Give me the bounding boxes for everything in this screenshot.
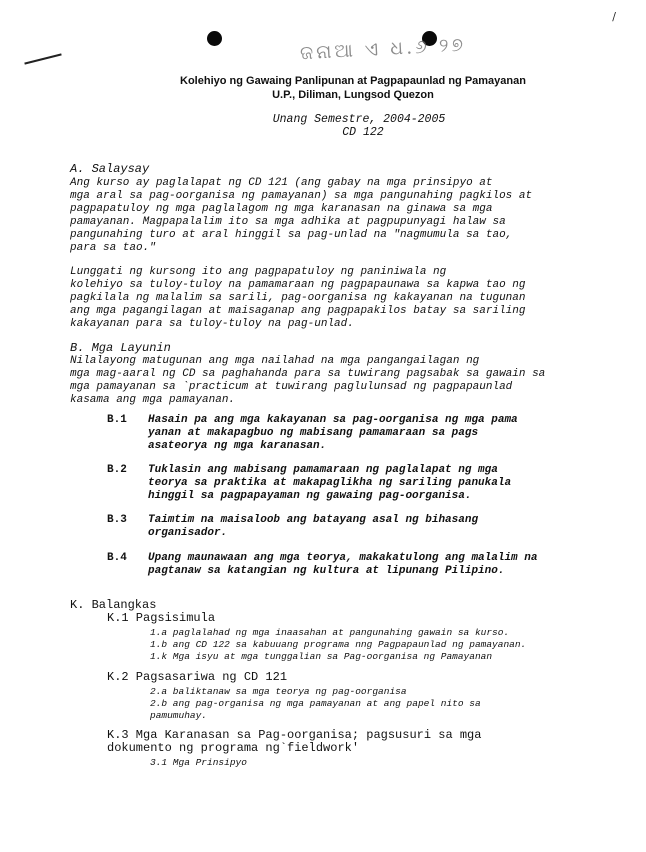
k1-item-1b: 1.b ang CD 122 sa kabuuang programa nng Pagpapaunlad ng pamayanan. [150, 639, 527, 650]
k3-title-line1: K.3 Mga Karanasan sa Pag-oorganisa; pagsusuri sa mga [107, 728, 482, 742]
college-name: Kolehiyo ng Gawaing Panlipunan at Pagpapaunlad ng Pamayanan [180, 75, 526, 87]
section-k-heading: K. Balangkas [70, 598, 157, 612]
received-stamp: ଜନାଆ ଏ ଧ.୬ ୨୭ [299, 33, 467, 65]
k1-item-1a: 1.a paglalahad ng mga inaasahan at pangunahing gawain sa kurso. [150, 627, 510, 638]
section-a-para2-line4: ang mga pagangilagan at maisaganap ang pagpapakilos batay sa sariling [70, 305, 526, 317]
objective-b3-line1: Taimtim na maisaloob ang batayang asal ng bihasang [148, 514, 479, 526]
objective-b4-line1: Upang maunawaan ang mga teorya, makakatulong ang malalim na [148, 552, 538, 564]
k3-title-line2: dokumento ng programa ng`fieldwork' [107, 741, 360, 755]
objective-b3-number: B.3 [107, 514, 127, 526]
section-a-para1-line1: Ang kurso ay paglalapat ng CD 121 (ang gabay na mga prinsipyo at [70, 177, 493, 189]
section-b-intro-line4: kasama ang mga pamayanan. [70, 394, 236, 406]
k3-item-3-1: 3.1 Mga Prinsipyo [150, 757, 247, 768]
campus-location: U.P., Diliman, Lungsod Quezon [272, 89, 434, 101]
k1-title: K.1 Pagsisimula [107, 611, 216, 625]
semester-line: Unang Semestre, 2004-2005 [272, 113, 446, 126]
objective-b1-line1: Hasain pa ang mga kakayanan sa pag-oorganisa ng mga pama [148, 414, 518, 426]
section-b-intro-line3: mga pamayanan sa `practicum at tuwirang paglulunsad ng pagpapaunlad [70, 381, 513, 393]
section-a-para1-line6: para sa tao." [70, 242, 156, 254]
pen-mark [24, 53, 61, 64]
section-a-para1-line4: pamayanan. Magpapalalim ito sa mga adhika at pagpupunyagi halaw sa [70, 216, 506, 228]
section-a-para2-line1: Lunggati ng kursong ito ang pagpapatuloy ng paniniwala ng [70, 266, 447, 278]
k2-item-2b: 2.b ang pag-organisa ng mga pamayanan at ang papel nito sa [150, 698, 481, 709]
objective-b2-number: B.2 [107, 464, 127, 476]
k2-item-2b-cont: pamumuhay. [150, 710, 208, 721]
objective-b4-line2: pagtanaw sa katangian ng kultura at lipunang Pilipino. [148, 565, 505, 577]
k2-title: K.2 Pagsasariwa ng CD 121 [107, 670, 288, 684]
section-b-intro-line2: mga mag-aaral ng CD sa paghahanda para sa tuwirang pagsabak sa gawain sa [70, 368, 546, 380]
section-b-intro-line1: Nilalayong matugunan ang mga nailahad na mga pangangailagan ng [70, 355, 480, 367]
section-a-para2-line3: pagkilala ng malalim sa sarili, pag-oorganisa ng kakayanan na tugunan [70, 292, 526, 304]
corner-tick-mark: / [612, 10, 616, 23]
objective-b1-number: B.1 [107, 414, 127, 426]
course-code: CD 122 [342, 126, 384, 139]
section-a-para1-line3: pagpapatuloy ng mga paglalagom ng mga karanasan na ginawa sa mga [70, 203, 493, 215]
objective-b2-line2: teorya sa praktika at makapaglikha ng sariling panukala [148, 477, 512, 489]
k2-item-2a: 2.a baliktanaw sa mga teorya ng pag-oorganisa [150, 686, 407, 697]
objective-b4-number: B.4 [107, 552, 127, 564]
k1-item-1k: 1.k Mga isyu at mga tunggalian sa Pag-oorganisa ng Pamayanan [150, 651, 493, 662]
section-a-para2-line2: kolehiyo sa tuloy-tuloy na pamamaraan ng pagpapaunawa sa kapwa tao ng [70, 279, 526, 291]
objective-b1-line3: asateorya ng mga karanasan. [148, 440, 327, 452]
binder-hole-left [207, 31, 222, 46]
section-a-para1-line2: mga aral sa pag-oorganisa ng pamayanan) sa mga pangunahing pagkilos at [70, 190, 533, 202]
section-a-heading: A. Salaysay [70, 162, 150, 176]
section-a-para1-line5: pangunahing turo at aral hinggil sa pag-unlad na "nagmumula sa tao, [70, 229, 513, 241]
section-b-heading: B. Mga Layunin [70, 341, 171, 355]
section-a-para2-line5: kakayanan para sa tuloy-tuloy na pag-unlad. [70, 318, 354, 330]
objective-b2-line3: hinggil sa pagpapayaman ng gawaing pag-oorganisa. [148, 490, 472, 502]
objective-b1-line2: yanan at makapagbuo ng mabisang pamamaraan sa pags [148, 427, 479, 439]
objective-b2-line1: Tuklasin ang mabisang pamamaraan ng paglalapat ng mga [148, 464, 498, 476]
objective-b3-line2: organisador. [148, 527, 228, 539]
